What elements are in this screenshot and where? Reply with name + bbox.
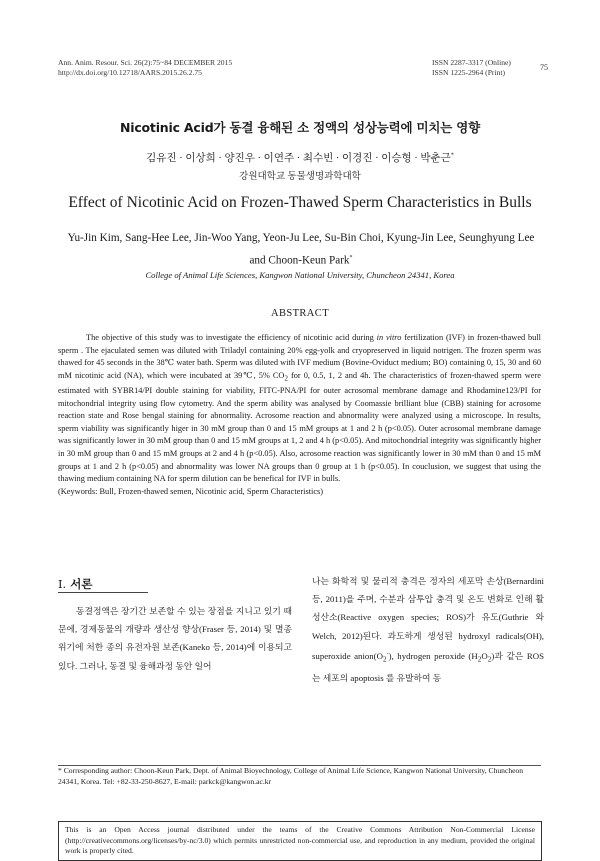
issn-print: ISSN 1225-2964 (Print) — [432, 68, 505, 77]
abstract-italic: in vitro — [376, 333, 402, 342]
korean-affiliation: 강원대학교 동물생명과학대학 — [239, 172, 361, 182]
right-sup-1: - — [386, 650, 389, 657]
korean-authors — [0, 150, 600, 165]
abstract-text-a: The objective of this study was to investigate the efficiency of nicotinic acid during — [86, 333, 377, 342]
corresponding-mark-en: * — [349, 255, 353, 261]
abstract-heading: ABSTRACT — [270, 308, 330, 319]
section-number: Ⅰ. — [58, 577, 67, 591]
body-right-column — [312, 572, 544, 687]
keywords: (Keywords: Bull, Frozen-thawed semen, Nicotinic acid, Sperm Characteristics) — [58, 486, 324, 496]
issn-block — [432, 58, 511, 78]
abstract-text-b: fertilization (IVF) in frozen-thawed bull sperm . The ejaculated semen was diluted with Triladyl containing 20% egg-yolk and cryopreserved in liquid notrigen. The frozen sperm was thawed for 45 seconds in the 38℃ water bath. Sperm was diluted with IVF medium (Bovine-Oviduct medium; BO) containing 0, 15, 30 and 60 mM nicotinic acid (NA), which were incubated at 39℃, 5% CO — [58, 333, 541, 380]
journal-line: Ann. Anim. Resour. Sci. 26(2):75~84 DECEMBER 2015 — [58, 58, 233, 67]
english-authors-line2 — [56, 248, 546, 271]
abstract-text-c: for 0, 0.5, 1, 2 and 4h. The characteristics of frozen-thawed sperm were estimated with SYBR14/PI double staining for viability, FITC-PNA/PI for outer acrosomal membrane damage and Rhodamine123/PI for mitochondrial integrity using flow cytometry. And the sperm ability was analysed by Coomassie brilliant blue (CBB) staining for acrosome reaction state and Rose bengal staining for abnormality. Acrosome reaction and abnormality were analyzed using a microscope. In results, sperm viability was significantly higer in 30 mM group than 0 and 15 mM groups at 1 and 2 h (p<0.05). Outer acrosomal membrane damage was significantly lower in 30 mM group than 0 and 15 mM groups at 1, 2 and 4 h (p<0.05). And mitochondrial integrity was significantly higher in 30 mM group than 0 and 15 mM groups at 2 and 4 h (p<0.05). Also, acrosome reaction was significantly lower in 30 mM than 0 and 15 mM groups at 1 and 2 h (p<0.05) and abnormality was lower NA groups than 0 group at 1 h (p<0.05). In couclusion, we suggest that using the thawing medium containing NA for sperm dilution can be benefical for IVF in bulls. — [58, 370, 541, 484]
right-text-b: ), hydrogen peroxide (H — [388, 650, 478, 661]
korean-title: Nicotinic Acid가 동결 융해된 소 정액의 성상능력에 미치는 영향 — [119, 120, 481, 135]
korean-author-names: 김유진 · 이상희 · 양진우 · 이연주 · 최수빈 · 이경진 · 이승형 · 박춘근 — [146, 153, 451, 164]
english-authors — [56, 228, 546, 271]
right-sub-3: 2 — [487, 654, 492, 664]
english-title: Effect of Nicotinic Acid on Frozen-Thawed Sperm Characteristics in Bulls — [68, 194, 532, 211]
body-left-column: 동결정액은 장기간 보존할 수 있는 장점을 지니고 있기 때문에, 경제동물의 개량과 생산성 향상(Fraser 등, 2014) 및 멸종위기에 처한 종의 유전자원 보존(Kaneko 등, 2014)에 이용되고 있다. 그러나, 동결 및 융해과정 동안 일어 — [58, 606, 292, 671]
abstract-subscript: 2 — [284, 374, 288, 383]
page-number: 75 — [540, 63, 548, 72]
right-sub-2: 2 — [477, 654, 482, 664]
english-authors-last: and Choon-Keun Park — [249, 254, 350, 267]
right-text-a: 나는 화학적 및 물리적 충격은 정자의 세포막 손상(Bernardini 등, 2011)을 주며, 수분과 삼투압 충격 및 온도 변화로 인해 활성산소(Reactive oxygen species; ROS)가 유도(Guthrie 와 Welch, 2012)된다. 과도하게 생성된 hydroxyl radicals(OH), superoxide anion(O — [312, 576, 544, 661]
abstract-body — [58, 332, 541, 498]
journal-citation — [58, 58, 232, 78]
section-heading — [58, 576, 92, 592]
section-rule — [58, 592, 148, 593]
right-text-c: O — [481, 650, 488, 661]
footnote: * Corresponding author: Choon-Keun Park, Dept. of Animal Bioyechnology, College of Animal Life Science, Kangwon National University, Chuncheon 24341, Korea. Tel: +82-33-250-8627, E-mail: parkck@kangwon.ac.kr — [58, 766, 524, 786]
english-authors-line1: Yu-Jin Kim, Sang-Hee Lee, Jin-Woo Yang, Yeon-Ju Lee, Su-Bin Choi, Kyung-Jin Lee, Seunghyung Lee — [67, 232, 535, 244]
english-affiliation: College of Animal Life Sciences, Kangwon National University, Chuncheon 24341, Korea — [145, 270, 455, 280]
right-sub-1: 2 — [382, 654, 387, 664]
section-title: 서론 — [70, 577, 93, 591]
right-text-d: )과 같은 ROS 는 세포의 apoptosis 를 유발하여 동 — [312, 650, 545, 683]
corresponding-mark: * — [450, 152, 454, 159]
issn-online: ISSN 2287-3317 (Online) — [432, 58, 511, 67]
doi-link[interactable]: http://dx.doi.org/10.12718/AARS.2015.26.2.75 — [58, 68, 202, 77]
license-box: This is an Open Access journal distributed under the teams of the Creative Commons Attribution Non-Commercial License (http://creativecommons.org/licenses/by-nc/3.0) which permits unrestricted non-commercial use, and reproduction in any medium, provided the original work is properly cited. — [58, 821, 542, 861]
abstract-paragraph — [58, 332, 541, 486]
